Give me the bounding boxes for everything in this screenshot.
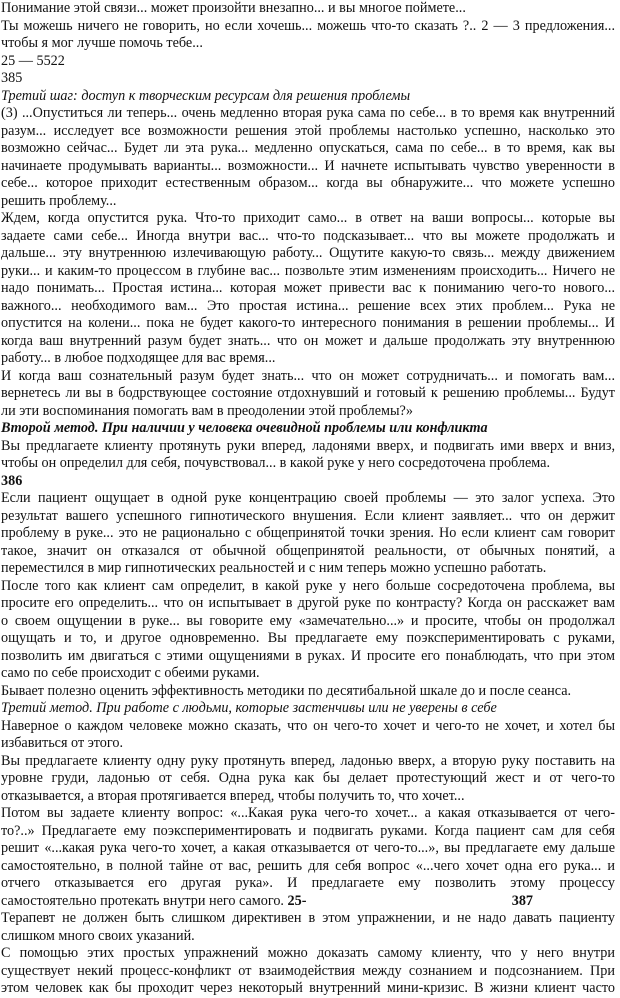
text-line: чтобы он определил для себя, почувствовал... в какой руке у него сосредоточена проблема. xyxy=(1,455,551,471)
text-line: Вы предлагаете клиенту одну руку протянуть вперед, ладонью вверх, а вторую руку поставить на xyxy=(1,752,615,769)
text-line: Третий шаг: доступ к творческим ресурсам для решения проблемы xyxy=(1,87,411,104)
text-line: этом человек как бы проходит через некоторый внутренний мини-кризис. В жизни клиент часто xyxy=(1,980,615,996)
text-line: задаете сами себе... Иногда внутри вас... что-то подсказывает... что вы можете продолжать и xyxy=(1,227,615,244)
text-line: 25 — 5522 xyxy=(1,52,65,69)
text-line: отказывается, а вторая протягивается вперед, чтобы получить то, что хочет... xyxy=(1,787,465,804)
text-line: 385 xyxy=(1,70,23,86)
text-line: о своем ощущении в руке... вы говорите ему «замечательно...» и просите, чтобы он продолжал xyxy=(1,612,615,629)
text-body xyxy=(1,0,615,893)
text-line: вернетесь ли вы в бодрствующее состояние отдохнувший и готовый к решению проблемы... Будут xyxy=(1,385,615,401)
text-line: чтобы я мог лучше помочь тебе... xyxy=(1,35,203,51)
text-line: Наверное о каждом человеке можно сказать, что он чего-то хочет и чего-то не хочет, и хотел бы xyxy=(1,717,615,734)
text-line: 386 xyxy=(1,472,23,489)
text-line: ощущать и то, и другое одновременно. Вы предлагаете ему поэкспериментировать с руками, xyxy=(1,630,615,646)
text-line: важного... необходимого вам... Это простая истина... решение всех этих проблем... Рука не xyxy=(1,297,615,314)
text-body-tail xyxy=(1,910,615,998)
text-line: когда ваш внутренний разум будет знать... что он может и дальше продолжать эту внутреннюю xyxy=(1,332,615,349)
text-line: слишком много своих указаний. xyxy=(1,927,195,944)
text-line: Ждем, когда опустится рука. Что-то приходит само... в ответ на ваши вопросы... которые вы xyxy=(1,210,615,226)
text-line: отчего отказывается его другая рука». И предлагаете ему позволить этому процессу xyxy=(1,875,615,891)
text-line: просите его определить... что он испытывает в другой руке по контрасту? Когда он расскажет вам xyxy=(1,595,615,611)
text-line: С помощью этих простых упражнений можно доказать самому клиенту, что у него внутри xyxy=(1,945,615,961)
text-line: себе... которое приходит естественным образом... когда вы обнаружите... что можете успешно xyxy=(1,175,615,191)
text-line: И когда ваш сознательный разум будет знать... что он может сотрудничать... и помогать вам... xyxy=(1,367,615,384)
text-line: руки... и каким-то процессом в глубине вас... позвольте этим изменениям происходить... Ничего не xyxy=(1,262,615,279)
text-line: решить проблему... xyxy=(1,192,117,209)
text-line: разум... исследует все возможности решения этой проблемы настолько успешно, насколько это xyxy=(1,122,615,139)
text-line: дальше... эту внутреннюю излечивающую работу... Ощутите какую-то связь... между движением xyxy=(1,245,615,261)
text-line: то?..» Предлагаете ему поэкспериментировать и подвигать руками. Когда пациент сам для себя xyxy=(1,822,615,839)
text-line: работу... в любое подходящее для вас время... xyxy=(1,350,276,366)
text-line: Бывает полезно оценить эффективность методики по десятибальной шкале до и после сеанса. xyxy=(1,682,572,699)
text-line: Понимание этой связи... может произойти внезапно... и вы многое поймете... xyxy=(1,0,466,16)
text-line: Вы предлагаете клиенту протянуть руки вперед, ладонями вверх, и подвигать ими вверх и вниз, xyxy=(1,437,615,454)
text-line: опустится на колени... пока не будет какого-то интересного понимания в решении проблемы... И xyxy=(1,315,615,331)
text-line: После того как клиент сам определит, в какой руке у него больше сосредоточена проблема, вы xyxy=(1,577,615,594)
text-line: существует некий процесс-конфликт от взаимодействия между сознанием и подсознанием. При xyxy=(1,962,615,979)
text-line: Терапевт не должен быть слишком директивен в этом упражнении, и не надо давать пациенту xyxy=(1,910,615,926)
text-line: начинаете продумывать варианты... возможности... И начнете испытывать чувство уверенности в xyxy=(1,157,615,174)
text-line: самостоятельно, в полной тайне от вас, решить для себя вопрос «...чего хочет одна его рука... и xyxy=(1,857,615,874)
text-line: такое, значит он отказался от обычной общепринятой реальности, от обычных понятий, а xyxy=(1,542,615,559)
page-number: 387 xyxy=(511,892,533,909)
text-line: (3) ...Опуститься ли теперь... очень медленно вторая рука сама по себе... в то время как внутренний xyxy=(1,105,615,121)
text-line: результат вашего успешного гипнотического внушения. Если клиент заявляет... что он держит xyxy=(1,507,615,524)
page-number-row xyxy=(1,893,615,911)
text-line: Второй метод. При наличии у человека очевидной проблемы или конфликта xyxy=(1,420,488,436)
text-line: Третий метод. При работе с людьми, которые застенчивы или не уверены в себе xyxy=(1,700,497,716)
text-line: переместился в мир гипнотических реальностей и с ним теперь можно успешно работать. xyxy=(1,560,547,576)
text-line: Потом вы задаете клиенту вопрос: «...Какая рука чего-то хочет... а какая отказывается от чего- xyxy=(1,805,615,821)
text-line: решит «...какая рука чего-то хочет, а какая отказывается от чего-то...», вы предлагаете ему дальше xyxy=(1,840,615,856)
text-line: ли эти воспоминания помогать вам в преодолении этой проблемы?» xyxy=(1,402,413,419)
text-line: Ты можешь ничего не говорить, но если хочешь... можешь что-то сказать ?.. 2 — 3 предложения... xyxy=(1,17,615,34)
text-line: возможно сейчас... Будет ли эта рука... медленно опускаться, сама по себе... в то время, как вы xyxy=(1,140,615,156)
text-line: само по себе происходит с обеими руками. xyxy=(1,665,260,681)
text-line: уровне груди, ладонью от себя. Одна рука как бы делает протестующий жест и от чего-то xyxy=(1,770,615,786)
text-line: проблему в руке... это не рационально с общепринятой точки зрения. Но если клиент сам говорит xyxy=(1,525,615,541)
text-line: позволить им двигаться с этими ощущениями в руках. И просите его понаблюдать, что при этом xyxy=(1,647,615,664)
text-line: надо понимать... Простая истина... которая может привести вас к пониманию чего-то нового... xyxy=(1,280,615,296)
text-line: избавиться от этого. xyxy=(1,735,123,751)
text-line: Если пациент ощущает в одной руке концентрацию своей проблемы — это залог успеха. Это xyxy=(1,490,615,506)
line-text: самостоятельно протекать внутри него самого. 25- xyxy=(1,892,307,909)
